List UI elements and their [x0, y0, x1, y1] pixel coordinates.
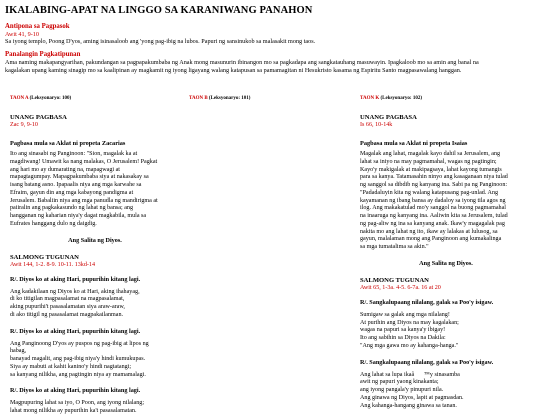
salmong-tugunan-heading: SALMONG TUGUNAN — [10, 253, 79, 261]
reading-ref: Zac 9, 9-10 — [10, 122, 38, 128]
reading-line: hangganan ng kaharian niya'y dagat magkabila, mula sa — [10, 213, 147, 219]
column-header — [189, 96, 359, 101]
column-taon-b — [189, 96, 359, 101]
column-taon-k — [360, 96, 532, 410]
psalm-refrain: R/. Diyos ko at aking Hari, pupurihin kitang lagi. — [10, 275, 141, 283]
reading-closing: Ang Salita ng Diyos. — [68, 236, 122, 244]
unang-pagbasa-heading: UNANG PAGBASA — [360, 114, 417, 121]
stanza-line: Magpupuring lahat sa iyo, O Poon, ang iyong nilalang; — [10, 400, 145, 407]
reading-line: "Padadaluyin kita ng walang katapusang pag-unlad. Ang — [360, 189, 499, 196]
column-taon-a — [10, 96, 180, 416]
antipona-ref: Awit 41, 9-10 — [5, 31, 39, 38]
reading-line: nakita mo ang lahat ng ito, ikaw ay lalakas at lulusog, sa — [360, 228, 498, 235]
psalm-stanza — [10, 289, 180, 320]
psalm-ref: Awit 144, 1-2. 8-9. 10-11. 13kd-14 — [10, 261, 96, 268]
psalm-refrain: R/. Sangkalupaang nilalang, galak sa Poo'y isigaw. — [360, 358, 494, 366]
psalm-stanza — [10, 400, 180, 416]
reading-line: isang batang asno. Ipapaalis niya ang mga karwahe sa — [10, 182, 142, 188]
salmong-tugunan-heading: SALMONG TUGUNAN — [360, 276, 429, 284]
reading-line: sa mga tumatalima sa akin." — [360, 244, 429, 250]
reading-line: na inaaruga ng kanyang ina. Aaliwin kita sa Jerusalem, tulad — [360, 213, 508, 219]
stanza-line: di ko titigilan magpasalamat na magpasalamat, — [10, 296, 125, 303]
stanza-line: awit ng papuri yaong kinakanta; — [360, 379, 439, 386]
reading-line: ang hari mo ay dumarating na, mapagwagi at — [10, 166, 120, 173]
taon-label: TAON A — [10, 96, 29, 101]
column-header — [360, 96, 532, 101]
stanza-line: Sumigaw sa galak ang mga nilalang! — [360, 311, 450, 318]
reading-line: gayun, malalaman mong ang Panginoon ang kumakalinga — [360, 236, 502, 243]
column-header — [10, 96, 180, 101]
psalm-refrain: R/. Diyos ko at aking Hari, pupurihin kitang lagi. — [10, 327, 141, 335]
stanza-line: Ito ang sabihin sa Diyos na Dakila: — [360, 335, 446, 341]
reading-ref: Is 66, 10-14k — [360, 122, 393, 128]
stanza-line: lahat mong nilikha ay pupurihin ka't pasasalamatan. — [10, 408, 137, 414]
stanza-line: di ako titigil ng pasasalamat magpakailanman. — [10, 311, 124, 318]
antipona-text: Sa iyong templo, Poong D'yos, aming isinasaloob ang 'yong pag-ibig na lubos. Papuri ng sansinukob sa malasakit mong taos. — [5, 38, 316, 45]
stanza-line: habag, — [10, 348, 27, 355]
stanza-line: Ang ginawa ng Diyos, lapit at pagmasdan. — [360, 394, 464, 401]
reading-line: Magalak ang lahat, magalak kayo dahil sa Jerusalem, ang — [360, 151, 501, 157]
stanza-line: "Ang mga gawa mo ay kahanga-hanga." — [360, 342, 459, 349]
stanza-line: banayad magalit, ang pag-ibig niya'y hindi kumukupas. — [10, 356, 146, 362]
reading-title: Pagbasa mula sa Aklat ni propeta Isaias — [360, 140, 468, 147]
unang-pagbasa-heading: UNANG PAGBASA — [10, 114, 67, 121]
psalm-stanza — [360, 312, 532, 351]
reading-line: kayamanan ng ibang bansa ay dadaloy sa iyong tila agos ng — [360, 197, 506, 204]
panalangin-line: kagalakan upang kaming sinagip mo sa kaalipinan ay magkamit ng iyong ligayang walang katapusan sa pamamagitan ni Hesukristo kasama ng Espiritu Santo magpasawalang hanggan. — [5, 67, 462, 74]
leksyonaryo-label: (Leksyonaryo: 100) — [29, 96, 72, 101]
leksyonaryo-label: (Leksyonaryo: 101) — [208, 96, 251, 101]
stanza-line: aking pupurihi't pasasalamatan siya araw-araw, — [10, 304, 125, 310]
reading-closing: Ang Salita ng Diyos. — [419, 259, 473, 267]
reading-line: Efraim, gayun din ang mga kabayong pandigma at — [10, 189, 134, 196]
psalm-ref: Awit 65, 1-3a. 4-5. 6-7a. 16 at 20 — [360, 284, 441, 291]
psalm-stanza — [360, 372, 532, 411]
stanza-line: At purihin ang Diyos na may kagalakan; — [360, 319, 459, 326]
stanza-line: Ang kadakilaan ng Diyos ko at Hari, aking ihahayag, — [10, 288, 140, 295]
reading-line: Jerusalem. Babaliin niya ang mga panudla ng mandirigma at — [10, 197, 158, 204]
psalm-stanza — [10, 341, 180, 380]
stanza-line: Ang Panginoong D'yos ay puspos ng pag-ibig at lipos ng — [10, 340, 149, 347]
taon-label: TAON B — [189, 96, 208, 101]
stanza-line: Ang kahanga-hangang ginawa sa tanan. — [360, 402, 457, 409]
stanza-line: wagas na papuri sa kanya'y ibigay! — [360, 327, 446, 334]
panalangin-line: Ama naming makapangyarihan, pakundangan sa pagpapakumbaba ng Anak mong masunurin ibinangon mo sa pagkadapa ang sangkatauhang masuwayin. Ipagkaloob mo sa amin ang banal na — [5, 59, 479, 66]
document-page — [5, 0, 535, 414]
reading-line: ng sanggol sa dibdib ng kanyang ina. Sabi pa ng Panginoon: — [360, 182, 508, 188]
reading-line: Eufrates hanggang dulo ng daigdig. — [10, 220, 97, 227]
stanza-line: ang iyong pangala'y pinupuri nila. — [360, 387, 444, 393]
reading-line: Ito ang sinasabi ng Panginoon: "Sion, magalak ka at — [10, 151, 138, 157]
reading-line: lahat sa iniyo na may pagmamahal, wagas ng pagtingin; — [360, 158, 497, 165]
stanza-line: Ang lahat sa lupa ikaâ™y sinasamba — [360, 371, 460, 378]
page-title: IKALABING-APAT NA LINGGO SA KARANIWANG PANAHON — [5, 5, 313, 16]
reading-line: mapagtagumpay. Mapagpakumbaba siya at nakasakay sa — [10, 174, 149, 181]
stanza-line: sa kanyang nilikha, ang pagtingin niya ay mamamalagi. — [10, 371, 146, 378]
psalm-refrain: R/. Diyos ko at aking Hari, pupurihin kitang lagi. — [10, 387, 141, 395]
stanza-line: Siya ay mabuti at kahit kanino'y hindi nagtatangi; — [10, 363, 132, 370]
reading-line: paiiralin ang pagkakasundo ng lahat ng bansa; ang — [10, 205, 134, 212]
panalangin-title: Panalangin Pagkatipunan — [5, 51, 81, 58]
reading-line: ilog. Ang makakatulad mo'y sanggol na buong pagmamahal — [360, 205, 506, 212]
reading-line: ng pag-aliw ng ina sa kanyang anak. Ikaw'y magagalak pag — [360, 220, 505, 227]
leksyonaryo-label: (Leksyonaryo: 102) — [380, 96, 422, 101]
reading-line: magdiwang! Umawit ka nang malakas, O Jerusalem! Pagkat — [10, 158, 158, 165]
reading-text — [10, 151, 180, 229]
reading-text — [360, 151, 532, 252]
reading-line: para sa kanya. Tatamasahin ninyo ang kasaganaan niya tulad — [360, 174, 508, 181]
taon-label: TAON K — [360, 96, 380, 101]
reading-title: Pagbasa mula sa Aklat ni propeta Zacarias — [10, 140, 126, 147]
psalm-refrain: R/. Sangkalupaang nilalang, galak sa Poo'y isigaw. — [360, 298, 494, 306]
reading-line: Kayo'y makigalak at makipagsaya, lahat kayong tumangis — [360, 166, 502, 173]
antipona-title: Antipona sa Pagpasok — [5, 23, 70, 30]
